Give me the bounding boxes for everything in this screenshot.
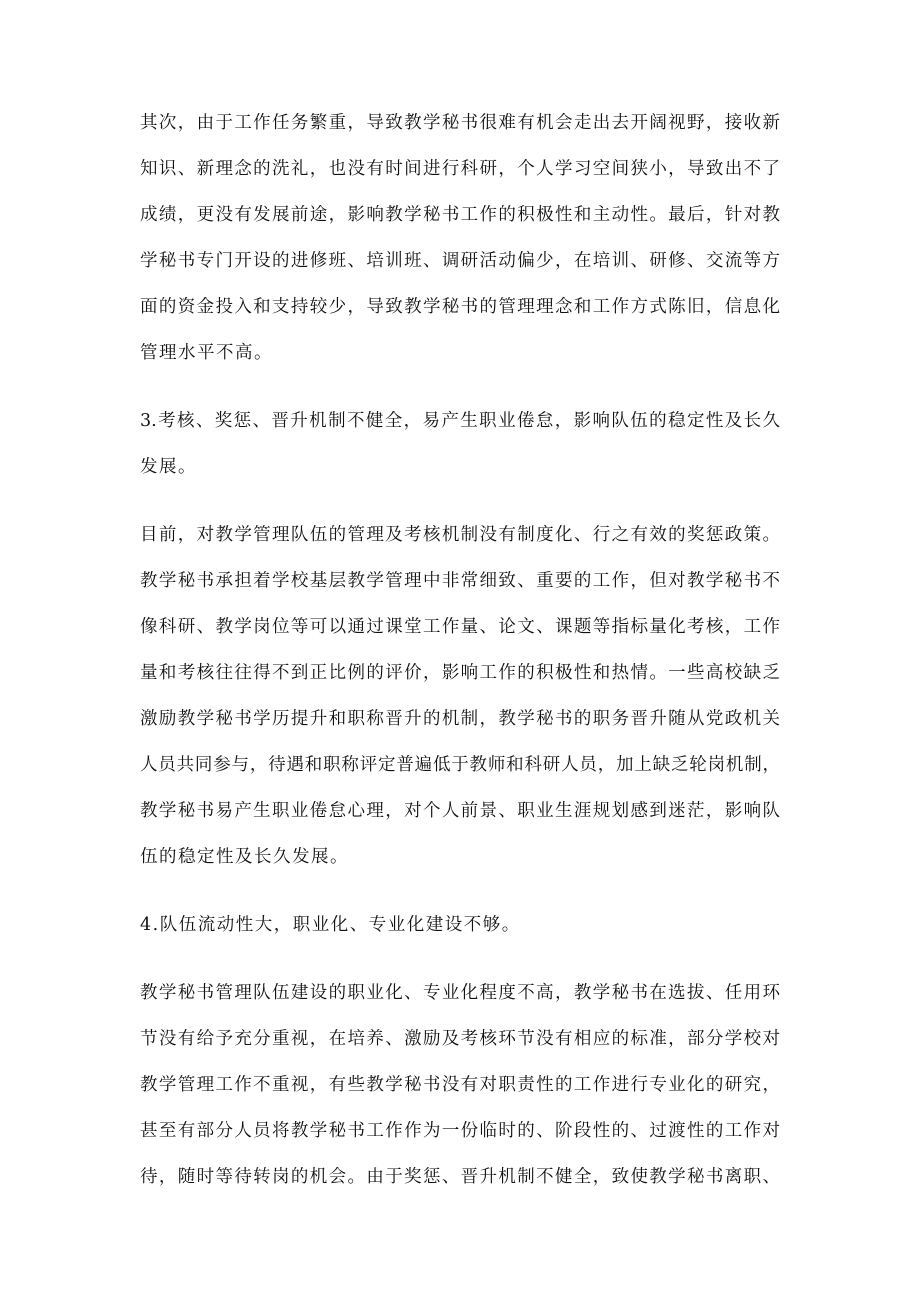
text-line: 知识、新理念的洗礼，也没有时间进行科研，个人学习空间狭小，导致出不了 [140,159,780,179]
text-line: 其次，由于工作任务繁重，导致教学秘书很难有机会走出去开阔视野，接收新 [140,113,780,133]
section-heading-4 [140,902,780,948]
text-line: 激励教学秘书学历提升和职称晋升的机制，教学秘书的职务晋升随从党政机关 [140,709,780,729]
document-body [140,100,780,1222]
text-line: 人员共同参与，待遇和职称评定普遍低于教师和科研人员，加上缺乏轮岗机制， [140,755,780,775]
paragraph-assessment [140,512,780,880]
text-line: 节没有给予充分重视，在培养、激励及考核环节没有相应的标准，部分学校对 [140,1029,780,1049]
text-line: 目前，对教学管理队伍的管理及考核机制没有制度化、行之有效的奖惩政策。 [140,525,780,545]
text-line: 4.队伍流动性大，职业化、专业化建设不够。 [140,915,521,935]
text-line: 教学秘书易产生职业倦怠心理，对个人前景、职业生涯规划感到迷茫，影响队 [140,801,780,821]
text-line: 学秘书专门开设的进修班、培训班、调研活动偏少，在培训、研修、交流等方 [140,251,780,271]
text-line: 伍的稳定性及长久发展。 [140,847,349,867]
text-line: 面的资金投入和支持较少，导致教学秘书的管理理念和工作方式陈旧，信息化 [140,297,780,317]
text-line: 量和考核往往得不到正比例的评价，影响工作的积极性和热情。一些高校缺乏 [140,663,780,683]
text-line: 像科研、教学岗位等可以通过课堂工作量、论文、课题等指标量化考核，工作 [140,617,780,637]
paragraph-mobility [140,970,780,1200]
paragraph-challenges [140,100,780,376]
section-heading-3 [140,398,780,490]
text-line: 教学秘书管理队伍建设的职业化、专业化程度不高，教学秘书在选拔、任用环 [140,983,780,1003]
text-line: 教学秘书承担着学校基层教学管理中非常细致、重要的工作，但对教学秘书不 [140,571,780,591]
text-line: 发展。 [140,457,197,477]
text-line: 待，随时等待转岗的机会。由于奖惩、晋升机制不健全，致使教学秘书离职、 [140,1167,780,1187]
text-line: 3.考核、奖惩、晋升机制不健全，易产生职业倦怠，影响队伍的稳定性及长久 [140,411,780,431]
text-line: 教学管理工作不重视，有些教学秘书没有对职责性的工作进行专业化的研究， [140,1075,780,1095]
text-line: 管理水平不高。 [140,343,273,363]
text-line: 成绩，更没有发展前途，影响教学秘书工作的积极性和主动性。最后，针对教 [140,205,780,225]
text-line: 甚至有部分人员将教学秘书工作作为一份临时的、阶段性的、过渡性的工作对 [140,1121,780,1141]
